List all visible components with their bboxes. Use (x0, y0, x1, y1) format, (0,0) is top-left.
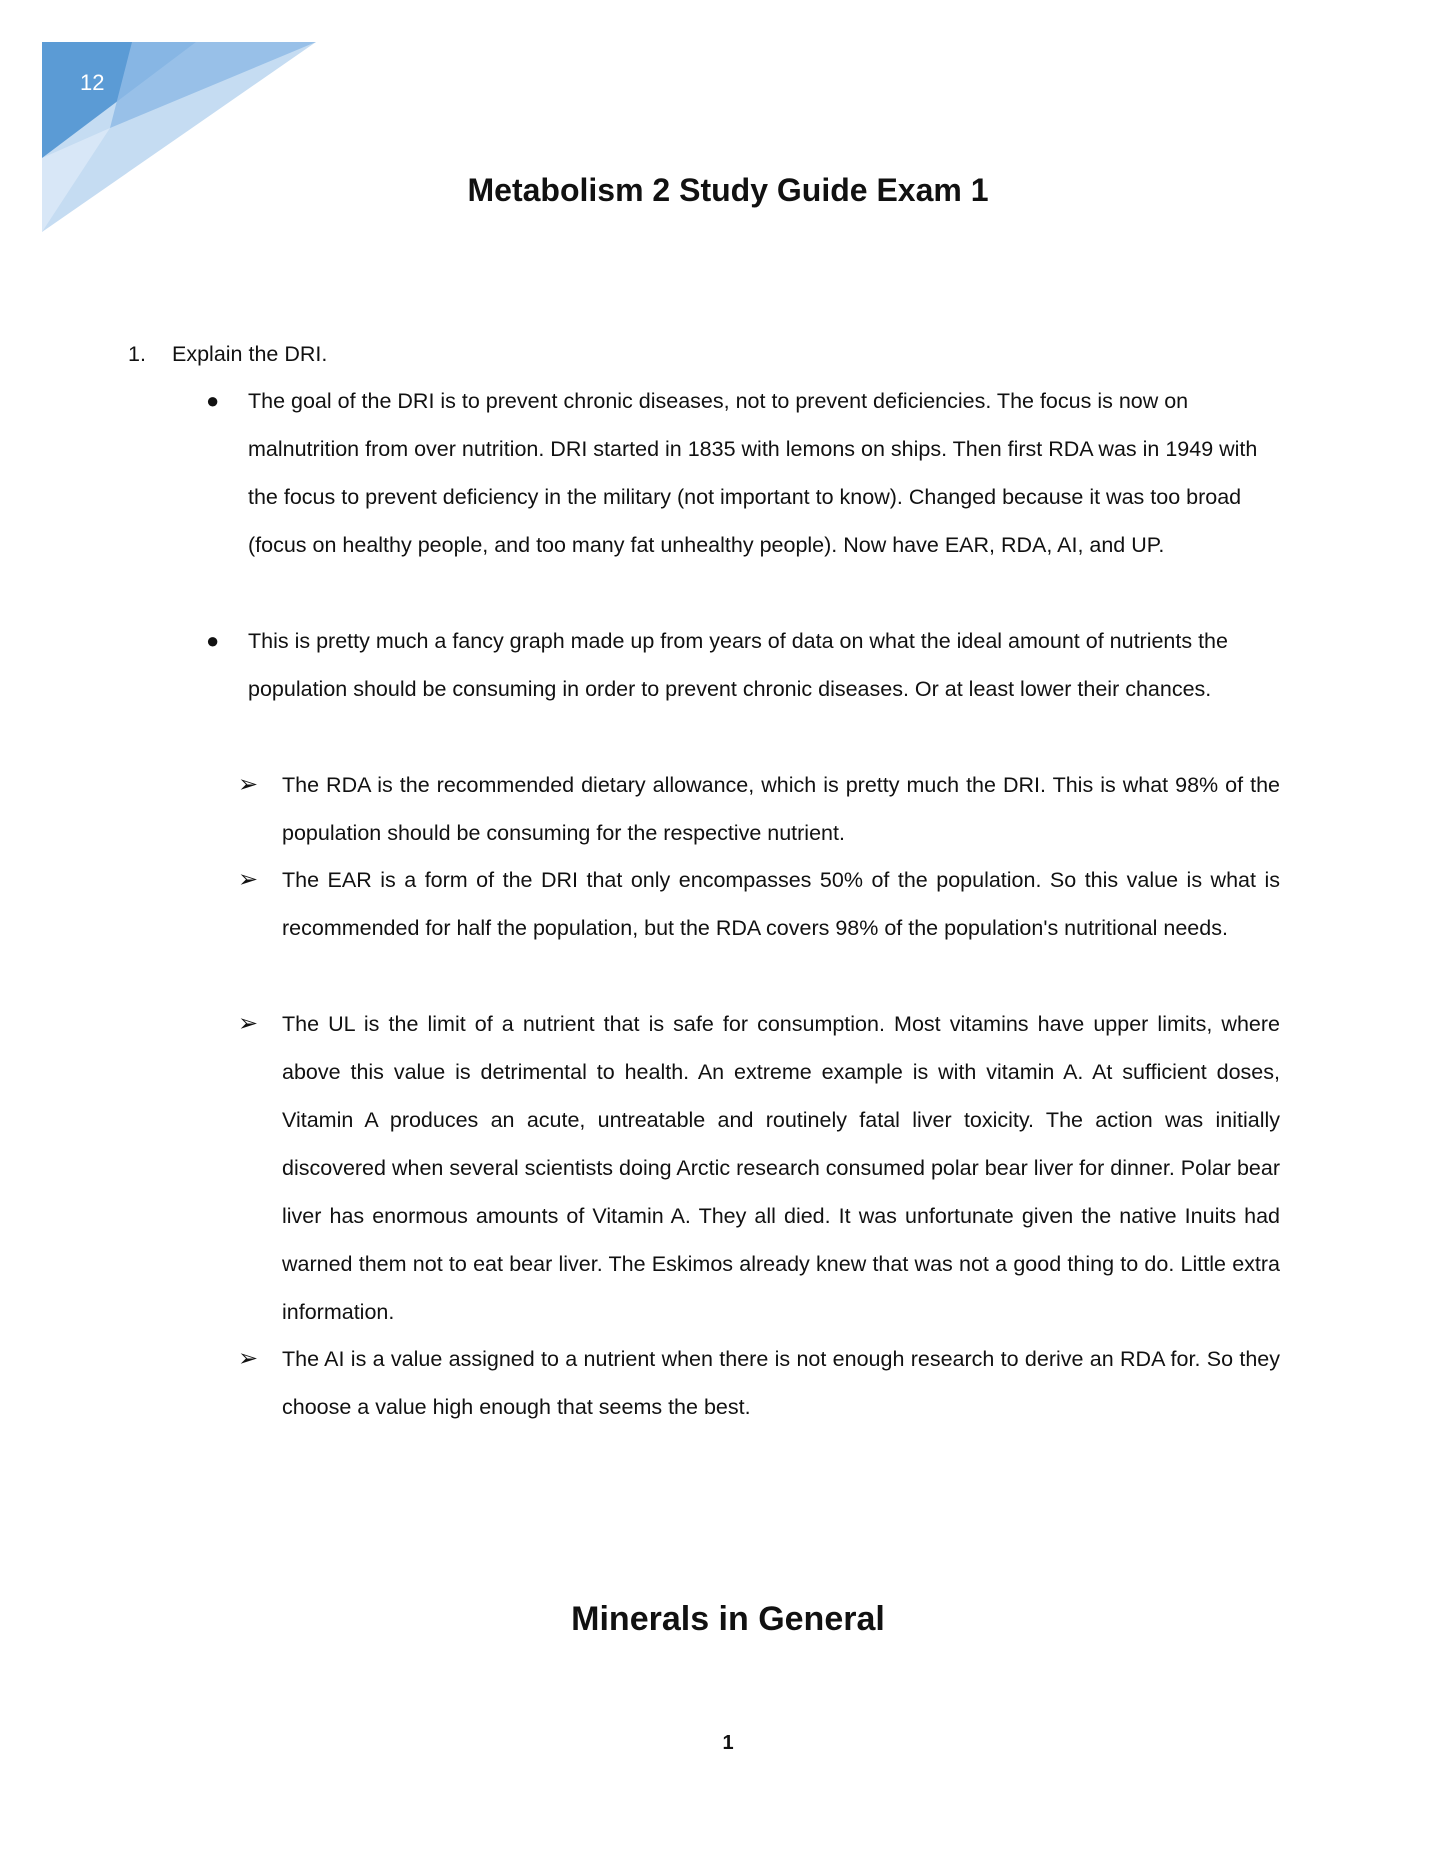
header-page-number: 12 (80, 70, 105, 95)
question-number: 1. (128, 342, 146, 366)
sub-point: The EAR is a form of the DRI that only encompasses 50% of the population. So this value is what is recommended for half the population, but the RDA covers 98% of the population's nutritional needs. (282, 868, 1280, 940)
bullet-item: This is pretty much a fancy graph made up from years of data on what the ideal amount of nutrients the population should be consuming in order to prevent chronic diseases. Or at least lower their chances. (248, 629, 1228, 701)
sub-point: The RDA is the recommended dietary allowance, which is pretty much the DRI. This is what 98% of the population should be consuming for the respective nutrient. (282, 773, 1280, 845)
document-title: Metabolism 2 Study Guide Exam 1 (467, 172, 989, 208)
section-heading: Minerals in General (571, 1600, 885, 1638)
arrow-bullet-icon: ➢ (238, 771, 259, 798)
bullet-item: The goal of the DRI is to prevent chronic diseases, not to prevent deficiencies. The focus is now on malnutrition from over nutrition. DRI started in 1835 with lemons on ships. Then first RDA was in 1949 with the focus to prevent deficiency in the military (not important to know). Changed because it was too broad (focus on healthy people, and too many fat unhealthy people). Now have EAR, RDA, AI, and UP. (248, 389, 1258, 557)
arrow-bullet-icon: ➢ (238, 866, 259, 893)
sub-point: The AI is a value assigned to a nutrient when there is not enough research to derive an RDA for. So they choose a value high enough that seems the best. (282, 1347, 1280, 1419)
bullet-icon: ● (206, 388, 220, 413)
arrow-bullet-icon: ➢ (238, 1010, 259, 1037)
bullet-icon: ● (206, 628, 220, 653)
question-1 (128, 330, 327, 378)
page-corner-decoration (0, 0, 340, 250)
question-text: Explain the DRI. (172, 342, 328, 366)
sub-point: The UL is the limit of a nutrient that is safe for consumption. Most vitamins have upper limits, where above this value is detrimental to health. An extreme example is with vitamin A. At sufficient doses, Vitamin A produces an acute, untreatable and routinely fatal liver toxicity. The action was initially discovered when several scientists doing Arctic research consumed polar bear liver for dinner. Polar bear liver has enormous amounts of Vitamin A. They all died. It was unfortunate given the native Inuits had warned them not to eat bear liver. The Eskimos already knew that was not a good thing to do. Little extra information. (282, 1012, 1280, 1324)
arrow-bullet-icon: ➢ (238, 1345, 259, 1372)
footer-page-number: 1 (722, 1732, 734, 1754)
